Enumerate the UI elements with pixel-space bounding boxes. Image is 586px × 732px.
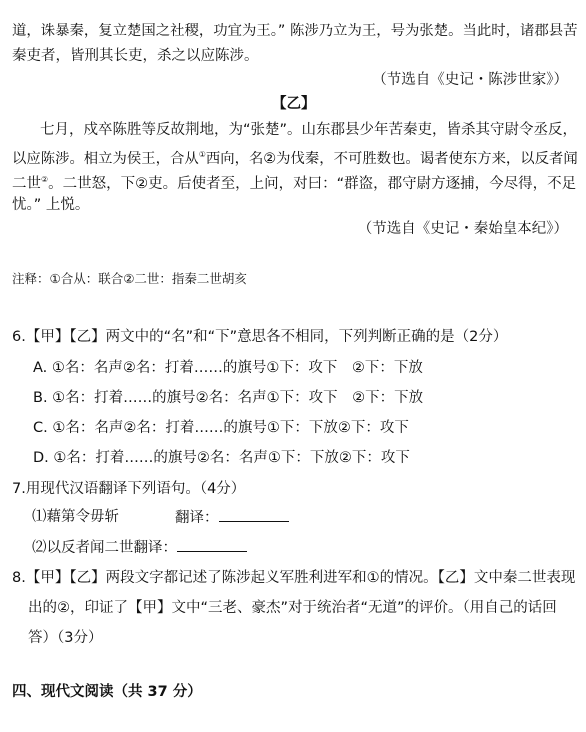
section-heading: 四、现代文阅读（共 37 分） — [12, 684, 202, 700]
q7-stem: 7.用现代汉语翻译下列语句。（4分） — [12, 481, 246, 497]
q8-line-2: 出的②，印证了【甲】文中“三老、豪杰”对于统治者“无道”的评价。（用自己的话回 — [28, 600, 557, 616]
yi-line-2-text-a: 以应陈涉。相立为侯王，合从 — [12, 150, 199, 167]
yi-line-4: 忧。” 上悦。 — [12, 197, 90, 213]
yi-line-1: 七月，戍卒陈胜等反故荆地，为“张楚”。山东郡县少年苦秦吏，皆杀其守尉令丞反， — [40, 122, 578, 138]
q7-answer-blank-2[interactable] — [177, 537, 247, 552]
jia-source: （节选自《史记・陈涉世家》） — [372, 72, 568, 88]
q8-line-3: 答）（3分） — [28, 630, 103, 646]
q8-line-1: 8.【甲】【乙】两段文字都记述了陈涉起义军胜利进军和①的情况。【乙】文中秦二世表现 — [12, 570, 576, 586]
footnote-marker-1: ① — [198, 150, 206, 159]
yi-line-2 — [12, 145, 578, 169]
yi-line-3-text-a: 二世 — [12, 175, 41, 192]
q7-item-1-translate-label — [175, 507, 289, 528]
yi-heading: 【乙】 — [272, 96, 316, 112]
footnote-marker-2: ② — [41, 175, 49, 184]
jia-line-1: 道，诛暴秦，复立楚国之社稷，功宜为王。” 陈涉乃立为王，号为张楚。当此时，诸郡县苦 — [12, 23, 578, 39]
q7-item-1: ⑴藉第令毋斩 — [32, 509, 119, 525]
q7-item-2-text: ⑵以反者闻二世翻译： — [32, 540, 177, 556]
q7-item-1-label-text: 翻译： — [175, 510, 219, 526]
yi-line-2-text-b: 西向，名②为伐秦，不可胜数也。谒者使东方来，以反者闻 — [205, 150, 578, 167]
q7-answer-blank-1[interactable] — [219, 507, 289, 522]
q6-stem: 6.【甲】【乙】两文中的“名”和“下”意思各不相同，下列判断正确的是（2分） — [12, 329, 508, 345]
yi-line-3-text-b: 。二世怒，下②吏。后使者至，上问，对曰：“群盗，郡守尉方逐捕，今尽得，不足 — [48, 175, 577, 192]
q6-option-a: A. ①名：名声②名：打着……的旗号①下：攻下 ②下：下放 — [33, 360, 423, 376]
q6-option-c: C. ①名：名声②名：打着……的旗号①下：下放②下：攻下 — [33, 420, 409, 436]
yi-source: （节选自《史记・秦始皇本纪》） — [357, 221, 568, 237]
annotation: 注释：①合从：联合②二世：指秦二世胡亥 — [12, 271, 247, 286]
jia-line-2: 秦吏者，皆刑其长吏，杀之以应陈涉。 — [12, 48, 259, 64]
q6-option-d: D. ①名：打着……的旗号②名：名声①下：下放②下：攻下 — [33, 450, 410, 466]
yi-line-3 — [12, 170, 576, 194]
q7-item-2 — [32, 537, 247, 558]
q6-option-b: B. ①名：打着……的旗号②名：名声①下：攻下 ②下：下放 — [33, 390, 424, 406]
